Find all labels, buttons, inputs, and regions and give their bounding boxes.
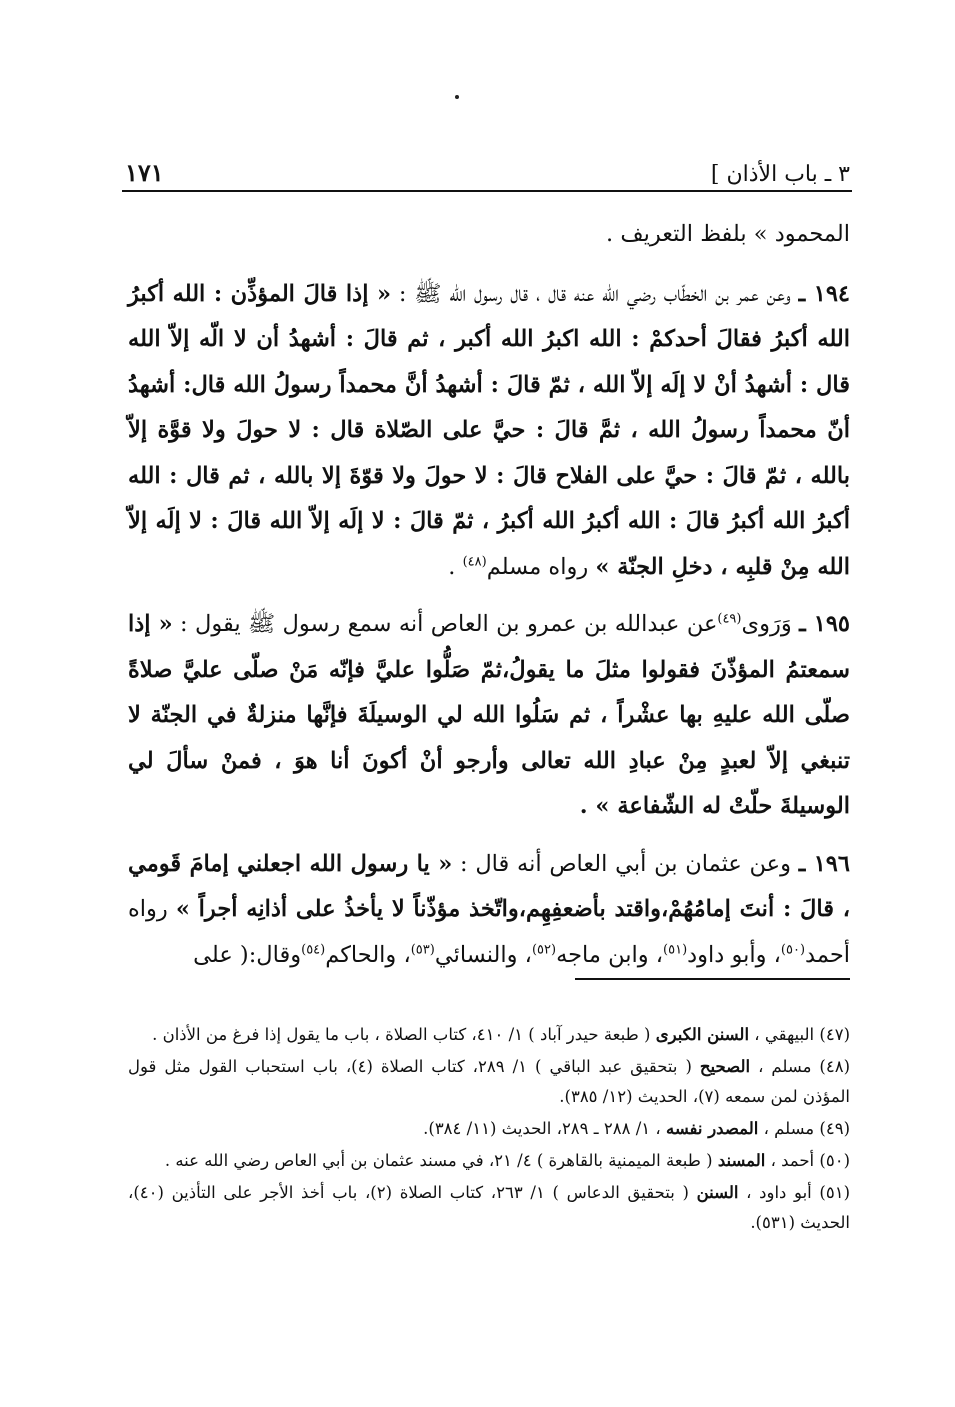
footnote-detail: ( طبعة الميمنية بالقاهرة ) ٤/ ٢١، في مسند عثمان بن أبي العاص رضي الله عنه . bbox=[164, 1151, 713, 1170]
footnote-detail: ( طبعة حيدر آباد ) ١/ ٤١٠، كتاب الصلاة ، باب ما يقول إذا فرغ من الأذان . bbox=[152, 1025, 651, 1044]
source-ahmad: رواه أحمد bbox=[128, 896, 850, 968]
footnote-detail: ( بتحقيق الدعاس ) ١/ ٢٦٣، كتاب الصلاة (٢)، باب أخذ الأجر على التأذين (٤٠)، الحديث (٥٣١). bbox=[128, 1183, 850, 1232]
hadith-quote: « إذا سمعتمُ المؤذّنَ فقولوا مثلَ ما يقولُ،ثمّ صَلُّوا عليَّ فإنّه مَنْ صلّى عليَّ صلاةً صلّى الله عليهِ بها عشْراً ، ثم سَلُوا الله لي الوسيلَةَ فإنَّها منزلةٌ في الجنّة لا تنبغي إلاّ لعبدٍ مِنْ عبادِ الله تعالى وأرجو أنْ أكونَ أنا هوَ ، فمنْ سألَ لي الوسيلةَ حلّتْ له الشّفاعة » . bbox=[128, 611, 850, 819]
hadith-intro: وعن عثمان بن أبي العاص أنه قال : bbox=[460, 850, 791, 877]
source-tail: وقال:( على bbox=[193, 941, 302, 968]
footnote-ref: (٥٢) bbox=[531, 942, 557, 957]
footnote-ref: (٤٩) bbox=[717, 611, 742, 627]
source-hakim: ، والحاكم bbox=[325, 941, 411, 968]
footnote-49 bbox=[128, 1114, 850, 1144]
footnote-47 bbox=[128, 1020, 850, 1050]
footnote-work: المسند bbox=[717, 1151, 766, 1170]
footnote-work: السنن الكبرى bbox=[655, 1025, 750, 1044]
hadith-source: رواه مسلم bbox=[486, 553, 589, 580]
footnote-author: أبو داود ، bbox=[746, 1183, 812, 1202]
hadith-196 bbox=[128, 842, 850, 979]
footnote-label: (٤٧) bbox=[819, 1025, 850, 1044]
footnote-author: أحمد ، bbox=[770, 1151, 815, 1170]
footnote-label: (٤٩) bbox=[819, 1119, 850, 1138]
footnote-author: مسلم ، bbox=[758, 1057, 812, 1076]
footnote-ref: (٥٠) bbox=[780, 942, 806, 957]
hadith-quote: « يا رسول الله اجعلني إمامَ قَومي ، قالَ : أنتَ إمامُهُمْ،واقتد بأضعفِهِم،واتّخذ مؤذّناً لا يأخذُ على أذانِه أجراً » bbox=[128, 850, 850, 922]
hadith-intro-cont: عن عبدالله بن عمرو بن العاص أنه سمع رسول ﷺ يقول : bbox=[180, 611, 718, 637]
footnote-rule bbox=[575, 978, 850, 980]
footnote-work: الصحيح bbox=[699, 1057, 751, 1076]
footnote-label: (٥٠) bbox=[819, 1151, 850, 1170]
footnote-label: (٤٨) bbox=[819, 1057, 851, 1076]
ink-speck bbox=[455, 95, 459, 99]
hadith-195 bbox=[128, 602, 850, 830]
footnote-author: مسلم ، bbox=[763, 1119, 815, 1138]
hadith-intro: وعن عمر بن الخطّاب رضي الله عنه قال ، قال رسول الله ﷺ : bbox=[398, 280, 791, 307]
footnote-ref: (٥٣) bbox=[410, 942, 435, 957]
hadith-number: ١٩٤ ـ bbox=[798, 280, 851, 307]
running-header bbox=[125, 147, 850, 187]
footnotes bbox=[128, 1020, 850, 1240]
main-text bbox=[128, 212, 850, 990]
footnote-ref: (٤٨) bbox=[462, 554, 487, 569]
footnote-author: البيهقي ، bbox=[754, 1025, 815, 1044]
hadith-number: ١٩٦ ـ bbox=[798, 850, 850, 877]
chapter-title: ٣ ـ باب الأذان ] bbox=[710, 162, 850, 187]
footnote-work: المصدر نفسه bbox=[665, 1119, 759, 1138]
footnote-detail: ( بتحقيق عبد الباقي ) ١/ ٢٨٩، كتاب الصلاة (٤)، باب استحباب القول مثل قول المؤذن لمن سمعه (٧)، الحديث (١٢/ ٣٨٥). bbox=[128, 1057, 850, 1106]
footnote-work: السنن bbox=[696, 1183, 739, 1202]
page-number: ١٧١ bbox=[125, 158, 164, 187]
header-rule bbox=[122, 190, 852, 192]
source-abu-dawud: ، وأبو داود bbox=[687, 941, 781, 968]
footnote-label: (٥١) bbox=[819, 1183, 851, 1202]
hadith-intro: وَرَوى bbox=[741, 611, 792, 637]
footnote-ref: (٥٤) bbox=[301, 942, 326, 957]
hadith-194: ١٩٤ ـ وعن عمر بن الخطّاب رضي الله عنه قال ، قال رسول الله ﷺ : « إذا قالَ المؤذِّن : الله أكبرُ الله أكبرُ فقالَ أحدكمْ : الله اكبرُ الله أكبر ، ثم قالَ : أشهدُ أن لا الّه إلاّ الله قال : أشهدُ أنْ لا إلَه إلاّ الله ، ثمّ قالَ : أشهدُ أنَّ محمداً رسولُ الله قال: أشهدُ أنّ محمداً رسولُ الله ، ثمَّ قالَ : حيَّ على الصّلاة قال : لا حولَ ولا قوَّة إلاّ بالله ، ثمّ قالَ : حيَّ على الفلاح قالَ : لا حولَ ولا قوّةَ إلا بالله ، ثم قال : الله أكبرُ الله أكبرُ قالَ : الله أكبرُ الله أكبرُ ، ثمّ قالَ : لا إلَه إلاّ الله قالَ : لا إلَه إلاّ الله مِنْ قلبِه ، دخلِ الجنّة » رواه مسلم$^{(٤٨)}$ . bbox=[128, 280, 851, 580]
footnote-ref: (٥١) bbox=[663, 942, 688, 957]
hadith-quote: « إذا قالَ المؤذِّن : الله أكبرُ الله أكبرُ فقالَ أحدكمْ : الله اكبرُ الله أكبر ، ثم قالَ : أشهدُ أن لا الّه إلاّ الله قال : أشهدُ أنْ لا إلَه إلاّ الله ، ثمّ قالَ : أشهدُ أنَّ محمداً رسولُ الله قال: أشهدُ أنّ محمداً رسولُ الله ، ثمَّ قالَ : حيَّ على الصّلاة قال : لا حولَ ولا قوَّة إلاّ بالله ، ثمّ قالَ : حيَّ على الفلاح قالَ : لا حولَ ولا قوّةَ إلا بالله ، ثم قال : الله أكبرُ الله أكبرُ قالَ : الله أكبرُ الله أكبرُ ، ثمّ قالَ : لا إلَه إلاّ الله قالَ : لا إلَه إلاّ الله مِنْ قلبِه ، دخلِ الجنّة » bbox=[128, 280, 850, 580]
footnote-51 bbox=[128, 1178, 850, 1238]
hadith-number: ١٩٥ ـ bbox=[799, 611, 851, 637]
footnote-50 bbox=[128, 1146, 850, 1176]
source-ibn-majah: ، وابن ماجه bbox=[556, 941, 664, 968]
source-nasai: ، والنسائي bbox=[434, 941, 532, 968]
continuation-line: المحمود » بلفظ التعريف . bbox=[606, 221, 850, 247]
footnote-48 bbox=[128, 1052, 850, 1112]
footnote-detail: ، ١/ ٢٨٨ ـ ٢٨٩، الحديث (١١/ ٣٨٤). bbox=[423, 1119, 661, 1138]
